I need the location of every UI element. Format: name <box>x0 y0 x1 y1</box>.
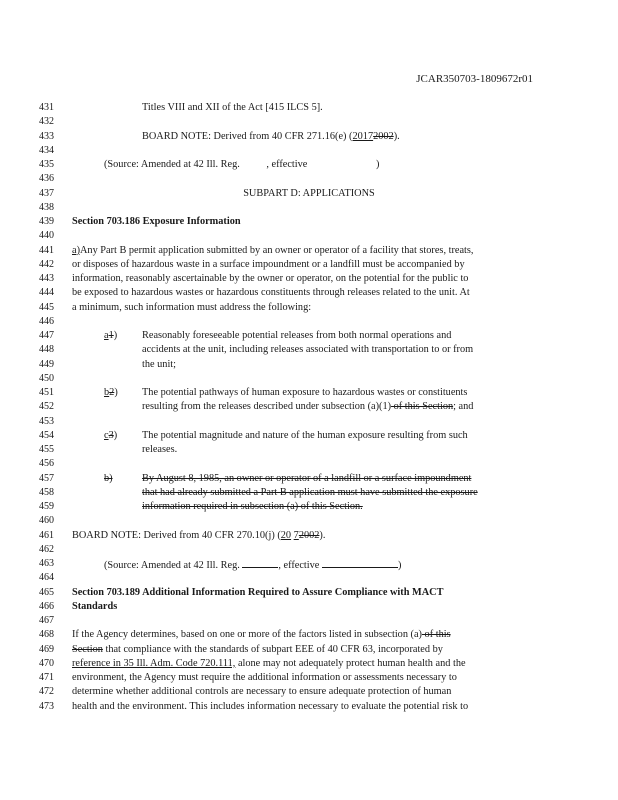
line-number: 445 <box>39 301 54 313</box>
document-line <box>0 201 618 215</box>
line-text: Reasonably foreseeable potential releases from both normal operations and <box>142 330 452 341</box>
line-text: information, reasonably ascertainable by the owner or operator, on the potential for the public to <box>72 273 469 284</box>
line-number: 470 <box>39 657 54 669</box>
line-number: 443 <box>39 273 54 284</box>
line-text: releases. <box>142 444 178 455</box>
line-text: health and the environment. This includes information necessary to evaluate the potential risk to <box>72 700 469 712</box>
line-text: Titles VIII and XII of the Act [415 ILCS 5]. <box>142 102 323 113</box>
line-text: reference in 35 Ill. Adm. Code 720.111, alone may not adequately protect human health and the <box>72 657 466 669</box>
line-number: 473 <box>39 700 54 712</box>
line-text: (Source: Amended at 42 Ill. Reg. , effective ) <box>104 557 401 573</box>
line-number: 448 <box>39 344 54 356</box>
list-marker: b2) <box>104 387 118 398</box>
line-number: 471 <box>39 672 54 683</box>
line-text: SUBPART D: APPLICATIONS <box>243 187 375 199</box>
document-line <box>0 187 618 201</box>
document-line <box>0 400 618 414</box>
line-number: 452 <box>39 401 54 413</box>
document-line <box>0 472 618 486</box>
line-text: information required in subsection (a) of this Section. <box>142 501 363 512</box>
line-number: 451 <box>39 387 54 398</box>
document-line <box>0 657 618 671</box>
document-line <box>0 286 618 300</box>
list-marker: a1) <box>104 330 118 341</box>
line-number: 449 <box>39 358 54 370</box>
line-number: 464 <box>39 572 54 584</box>
document-line <box>0 571 618 585</box>
line-text: a)Any Part B permit application submitted by an owner or operator of a facility that stores, treats, <box>72 244 474 256</box>
document-line <box>0 600 618 614</box>
document-line <box>0 514 618 528</box>
document-line <box>0 443 618 457</box>
line-number: 461 <box>39 529 54 541</box>
list-marker: c3) <box>104 429 118 441</box>
line-text: determine whether additional controls are necessary to ensure adequate protection of human <box>72 686 452 698</box>
line-text: be exposed to hazardous wastes or hazardous constituents through releases related to the unit. At <box>72 287 470 299</box>
line-text: If the Agency determines, based on one or more of the factors listed in subsection (a) of this <box>72 629 451 641</box>
line-text: The potential pathways of human exposure to hazardous wastes or constituents <box>142 387 468 398</box>
line-number: 467 <box>39 615 54 626</box>
line-number: 438 <box>39 201 54 213</box>
line-number: 444 <box>39 287 54 299</box>
document-line <box>0 671 618 685</box>
document-line <box>0 315 618 329</box>
line-text: that had already submitted a Part B application must have submitted the exposure <box>142 486 478 498</box>
line-text: BOARD NOTE: Derived from 40 CFR 270.10(j) (20 72002). <box>72 529 326 541</box>
line-number: 436 <box>39 173 54 185</box>
document-id: JCAR350703-1809672r01 <box>416 73 533 85</box>
document-line <box>0 258 618 272</box>
line-number: 455 <box>39 444 54 455</box>
line-number: 447 <box>39 330 54 341</box>
line-number: 454 <box>39 429 54 441</box>
line-number: 456 <box>39 458 54 470</box>
document-line <box>0 685 618 699</box>
line-text: a minimum, such information must address the following: <box>72 301 312 313</box>
document-line <box>0 329 618 343</box>
line-number: 431 <box>39 102 54 113</box>
document-line <box>0 158 618 172</box>
document-line <box>0 229 618 243</box>
document-line <box>0 272 618 286</box>
document-line <box>0 115 618 129</box>
line-number: 466 <box>39 600 54 612</box>
document-line <box>0 343 618 357</box>
document-line <box>0 643 618 657</box>
document-line <box>0 543 618 557</box>
document-line <box>0 358 618 372</box>
document-line <box>0 144 618 158</box>
line-number: 460 <box>39 515 54 527</box>
document-line <box>0 172 618 186</box>
document-line <box>0 130 618 144</box>
line-number: 435 <box>39 159 54 170</box>
document-line <box>0 215 618 229</box>
line-text: Standards <box>72 600 118 612</box>
line-number: 437 <box>39 187 54 199</box>
document-line <box>0 614 618 628</box>
document-line <box>0 486 618 500</box>
line-number: 457 <box>39 472 54 484</box>
line-text: Section 703.189 Additional Information Required to Assure Compliance with MACT <box>72 586 444 598</box>
document-line <box>0 586 618 600</box>
line-number: 468 <box>39 629 54 641</box>
document-line <box>0 700 618 714</box>
line-number: 442 <box>39 258 54 270</box>
line-number: 441 <box>39 244 54 256</box>
document-line <box>0 429 618 443</box>
line-text: the unit; <box>142 358 177 370</box>
line-number: 459 <box>39 501 54 512</box>
line-number: 450 <box>39 372 54 384</box>
line-text: By August 8, 1985, an owner or operator of a landfill or a surface impoundment <box>142 472 472 484</box>
document-line <box>0 628 618 642</box>
line-number: 439 <box>39 216 54 227</box>
document-line <box>0 244 618 258</box>
line-number: 433 <box>39 130 54 142</box>
line-number: 458 <box>39 486 54 498</box>
line-number: 434 <box>39 144 54 156</box>
line-number: 446 <box>39 315 54 327</box>
line-number: 453 <box>39 415 54 427</box>
line-number: 440 <box>39 230 54 242</box>
line-text: Section that compliance with the standards of subpart EEE of 40 CFR 63, incorporated by <box>72 643 443 655</box>
line-text: environment, the Agency must require the additional information or assessments necessary to <box>72 672 457 683</box>
line-number: 465 <box>39 586 54 598</box>
list-marker: b) <box>104 472 113 484</box>
document-line <box>0 101 618 115</box>
line-number: 432 <box>39 116 54 128</box>
line-number: 463 <box>39 558 54 569</box>
line-text: Section 703.186 Exposure Information <box>72 216 241 227</box>
line-text: BOARD NOTE: Derived from 40 CFR 271.16(e) (20172002). <box>142 130 400 142</box>
line-text: The potential magnitude and nature of the human exposure resulting from such <box>142 429 468 441</box>
document-line <box>0 386 618 400</box>
line-text: or disposes of hazardous waste in a surface impoundment or a landfill must be accompanied by <box>72 258 465 270</box>
line-text: resulting from the releases described under subsection (a)(1) of this Section; and <box>142 401 474 413</box>
document-line <box>0 372 618 386</box>
document-line <box>0 415 618 429</box>
document-line <box>0 301 618 315</box>
line-text: accidents at the unit, including releases associated with transportation to or from <box>142 344 474 356</box>
document-line <box>0 457 618 471</box>
document-line <box>0 500 618 514</box>
document-line <box>0 529 618 543</box>
line-number: 472 <box>39 686 54 698</box>
line-text: (Source: Amended at 42 Ill. Reg. , effective ) <box>104 159 380 170</box>
line-number: 469 <box>39 643 54 655</box>
document-line <box>0 557 618 571</box>
line-number: 462 <box>39 543 54 555</box>
